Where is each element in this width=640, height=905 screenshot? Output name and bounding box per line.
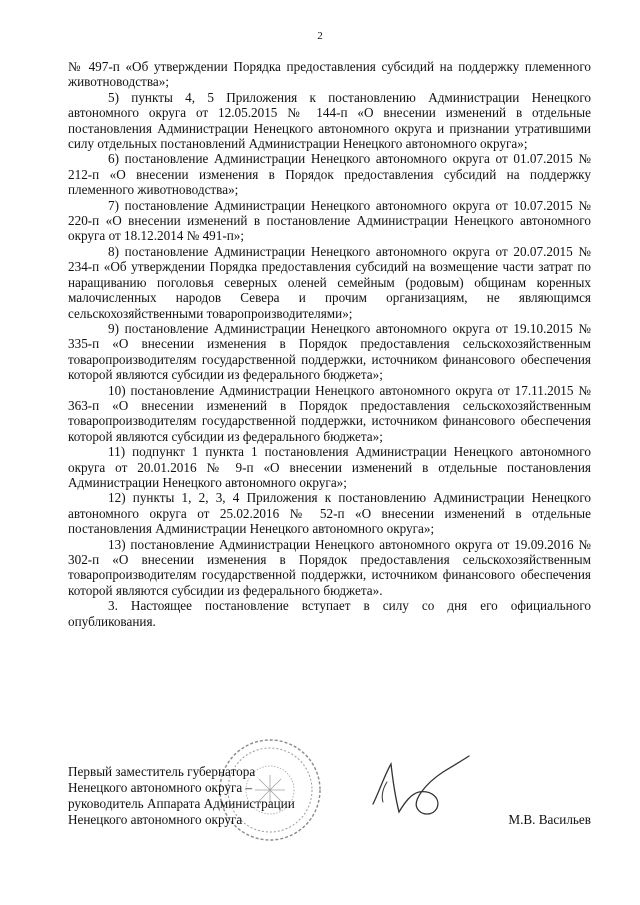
paragraph-item-6: 6) постановление Администрации Ненецкого автономного округа от 01.07.2015 № 212-п «О внесении изменения в Порядок предоставления субсидий на поддержку племенного животноводства»;: [68, 151, 591, 198]
document-body: [68, 59, 591, 629]
paragraph-item-11: 11) подпункт 1 пункта 1 постановления Администрации Ненецкого автономного округа от 20.01.2016 № 9-п «О внесении изменений в отдельные постановления Администрации Ненецкого автономного округа»;: [68, 444, 591, 490]
paragraph-section-3: 3. Настоящее постановление вступает в силу со дня его официального опубликования.: [68, 598, 591, 629]
signature-block: [68, 764, 591, 834]
signatory-position: [68, 764, 295, 828]
paragraph-item-13: 13) постановление Администрации Ненецкого автономного округа от 19.09.2016 № 302-п «О внесении изменения в Порядок предоставления сельскохозяйственным товаропроизводителям государственной поддержки, источником финансового обеспечения которой являются субсидии из федерального бюджета».: [68, 536, 591, 598]
paragraph-item-12: 12) пункты 1, 2, 3, 4 Приложения к постановлению Администрации Ненецкого автономного округа от 25.02.2016 № 52-п «О внесении изменений в отдельные постановления Администрации Ненецкого автономного округа»;: [68, 490, 591, 537]
page-number: 2: [317, 30, 323, 42]
signatory-position-line-2: Ненецкого автономного округа –: [68, 780, 253, 795]
paragraph-item-5: 5) пункты 4, 5 Приложения к постановлению Администрации Ненецкого автономного округа от 12.05.2015 № 144-п «О внесении изменений в отдельные постановления Администрации Ненецкого автономного округа и признании утратившими силу отдельных постановлений Администрации Ненецкого автономного округа»;: [68, 89, 591, 152]
signatory-name: М.В. Васильев: [508, 812, 591, 827]
signatory-position-line-3: руководитель Аппарата Администрации: [68, 796, 295, 811]
paragraph-item-8: 8) постановление Администрации Ненецкого автономного округа от 20.07.2015 № 234-п «Об утверждении Порядка предоставления субсидий на возмещение части затрат по наращиванию поголовья северных оленей семейным (родовым) общинам коренных малочисленных народов Севера и прочим организациям, не являющимся сельскохозяйственными товаропроизводителями»;: [68, 243, 591, 321]
paragraph-item-9: 9) постановление Администрации Ненецкого автономного округа от 19.10.2015 № 335-п «О внесении изменения в Порядок предоставления сельскохозяйственным товаропроизводителям государственной поддержки, источником финансового обеспечения которой являются субсидии из федерального бюджета»;: [68, 320, 591, 383]
paragraph-item-7: 7) постановление Администрации Ненецкого автономного округа от 10.07.2015 № 220-п «О внесении изменений в постановление Администрации Ненецкого автономного округа от 18.12.2014 № 491-п»;: [68, 197, 591, 244]
paragraph-item-10: 10) постановление Администрации Ненецкого автономного округа от 17.11.2015 № 363-п «О внесении изменений в Порядок предоставления сельскохозяйственным товаропроизводителям государственной поддержки, источником финансового обеспечения которой являются субсидии из федерального бюджета»;: [68, 382, 591, 444]
signatory-position-line-4: Ненецкого автономного округа: [68, 812, 243, 827]
signatory-position-line-1: Первый заместитель губернатора: [68, 764, 256, 779]
paragraph-continuation: № 497-п «Об утверждении Порядка предоставления субсидий на поддержку племенного животноводства»;: [68, 59, 591, 90]
